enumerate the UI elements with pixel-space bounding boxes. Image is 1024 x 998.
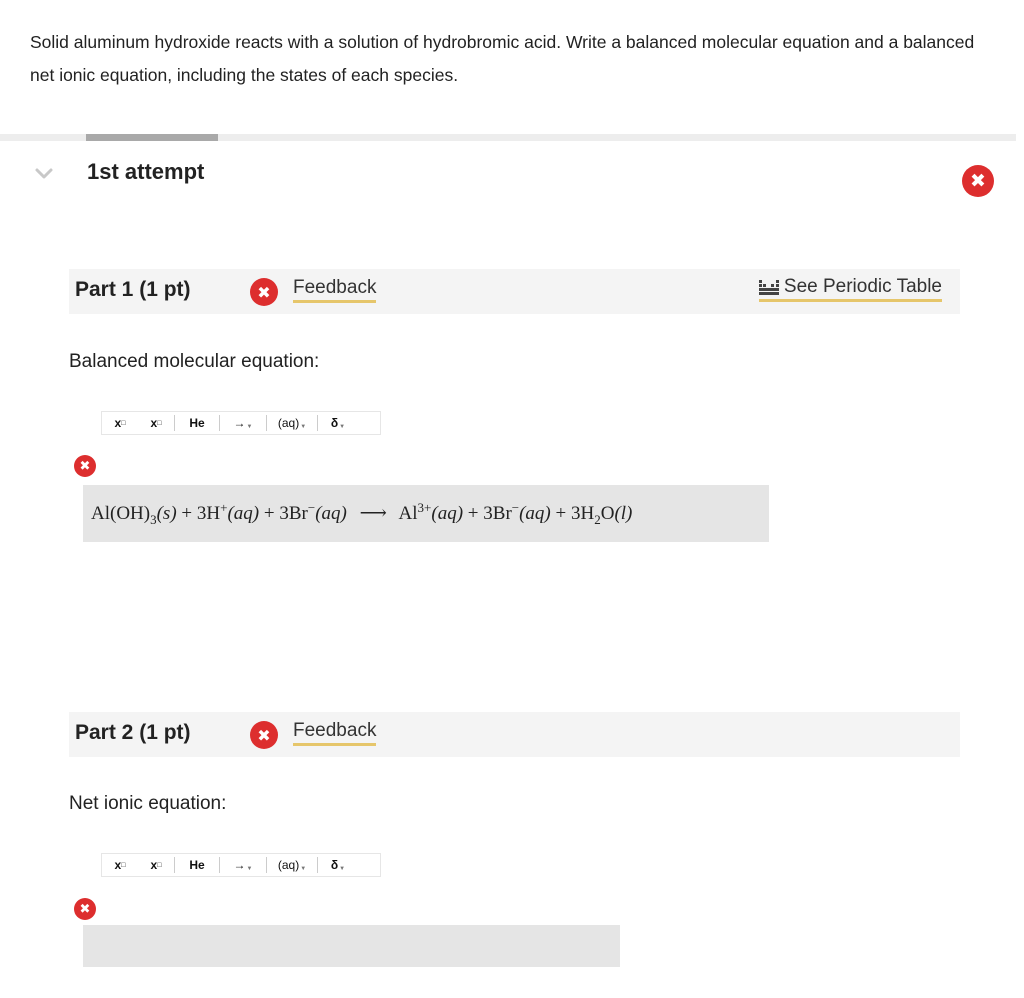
attempt-title[interactable]: 1st attempt (87, 159, 205, 184)
part-1-answer-incorrect-icon: ✖ (74, 455, 96, 477)
arrow-dropdown-button[interactable]: → ▼ (233, 858, 253, 872)
reaction-arrow: ⟶ (359, 503, 387, 524)
part-2-header (69, 712, 960, 757)
chevron-down-icon[interactable] (34, 166, 54, 182)
part-2-incorrect-icon: ✖ (250, 721, 278, 749)
part-1-answer-box[interactable] (83, 485, 769, 542)
part-1-feedback-link[interactable]: Feedback (293, 277, 376, 303)
see-periodic-table-link[interactable] (759, 276, 942, 302)
part-2-answer-box[interactable] (83, 925, 620, 967)
see-periodic-table-label: See Periodic Table (783, 276, 942, 297)
subscript-button[interactable]: x □ (150, 858, 162, 872)
delta-dropdown-button[interactable]: δ ▼ (330, 858, 346, 872)
part-1-header (69, 269, 960, 314)
superscript-button[interactable]: x □ (114, 416, 126, 430)
attempt-incorrect-icon: ✖ (962, 165, 994, 197)
superscript-button[interactable]: x □ (114, 858, 126, 872)
part-1-prompt: Balanced molecular equation: (69, 351, 320, 372)
delta-dropdown-button[interactable]: δ ▼ (330, 416, 346, 430)
state-dropdown-button[interactable]: (aq) ▼ (277, 858, 307, 872)
part-2-title: Part 2 (1 pt) (75, 721, 191, 744)
part-2-prompt: Net ionic equation: (69, 793, 227, 814)
element-button[interactable]: He (189, 858, 205, 872)
periodic-table-icon (759, 279, 779, 295)
subscript-button[interactable]: x □ (150, 416, 162, 430)
attempt-tab-indicator[interactable] (86, 134, 218, 141)
state-dropdown-button[interactable]: (aq) ▼ (277, 416, 307, 430)
part-2-answer-incorrect-icon: ✖ (74, 898, 96, 920)
part-1-title: Part 1 (1 pt) (75, 278, 191, 301)
part-1-incorrect-icon: ✖ (250, 278, 278, 306)
part-2-equation-toolbar (101, 853, 381, 877)
part-2-feedback-link[interactable]: Feedback (293, 720, 376, 746)
question-text: Solid aluminum hydroxide reacts with a solution of hydrobromic acid. Write a balanced molecular equation and a balanced net ionic equation, including the states of each species. (30, 32, 975, 85)
arrow-dropdown-button[interactable]: → ▼ (233, 416, 253, 430)
part-1-equation: $Al(OH)_3(s) + 3H^+(aq) + 3Br^-(aq)$ ⟶ $Al^{3+}(aq) + 3Br^-(aq) + 3H_2O(l)$ (91, 500, 633, 527)
part-1-equation-toolbar (101, 411, 381, 435)
element-button[interactable]: He (189, 416, 205, 430)
